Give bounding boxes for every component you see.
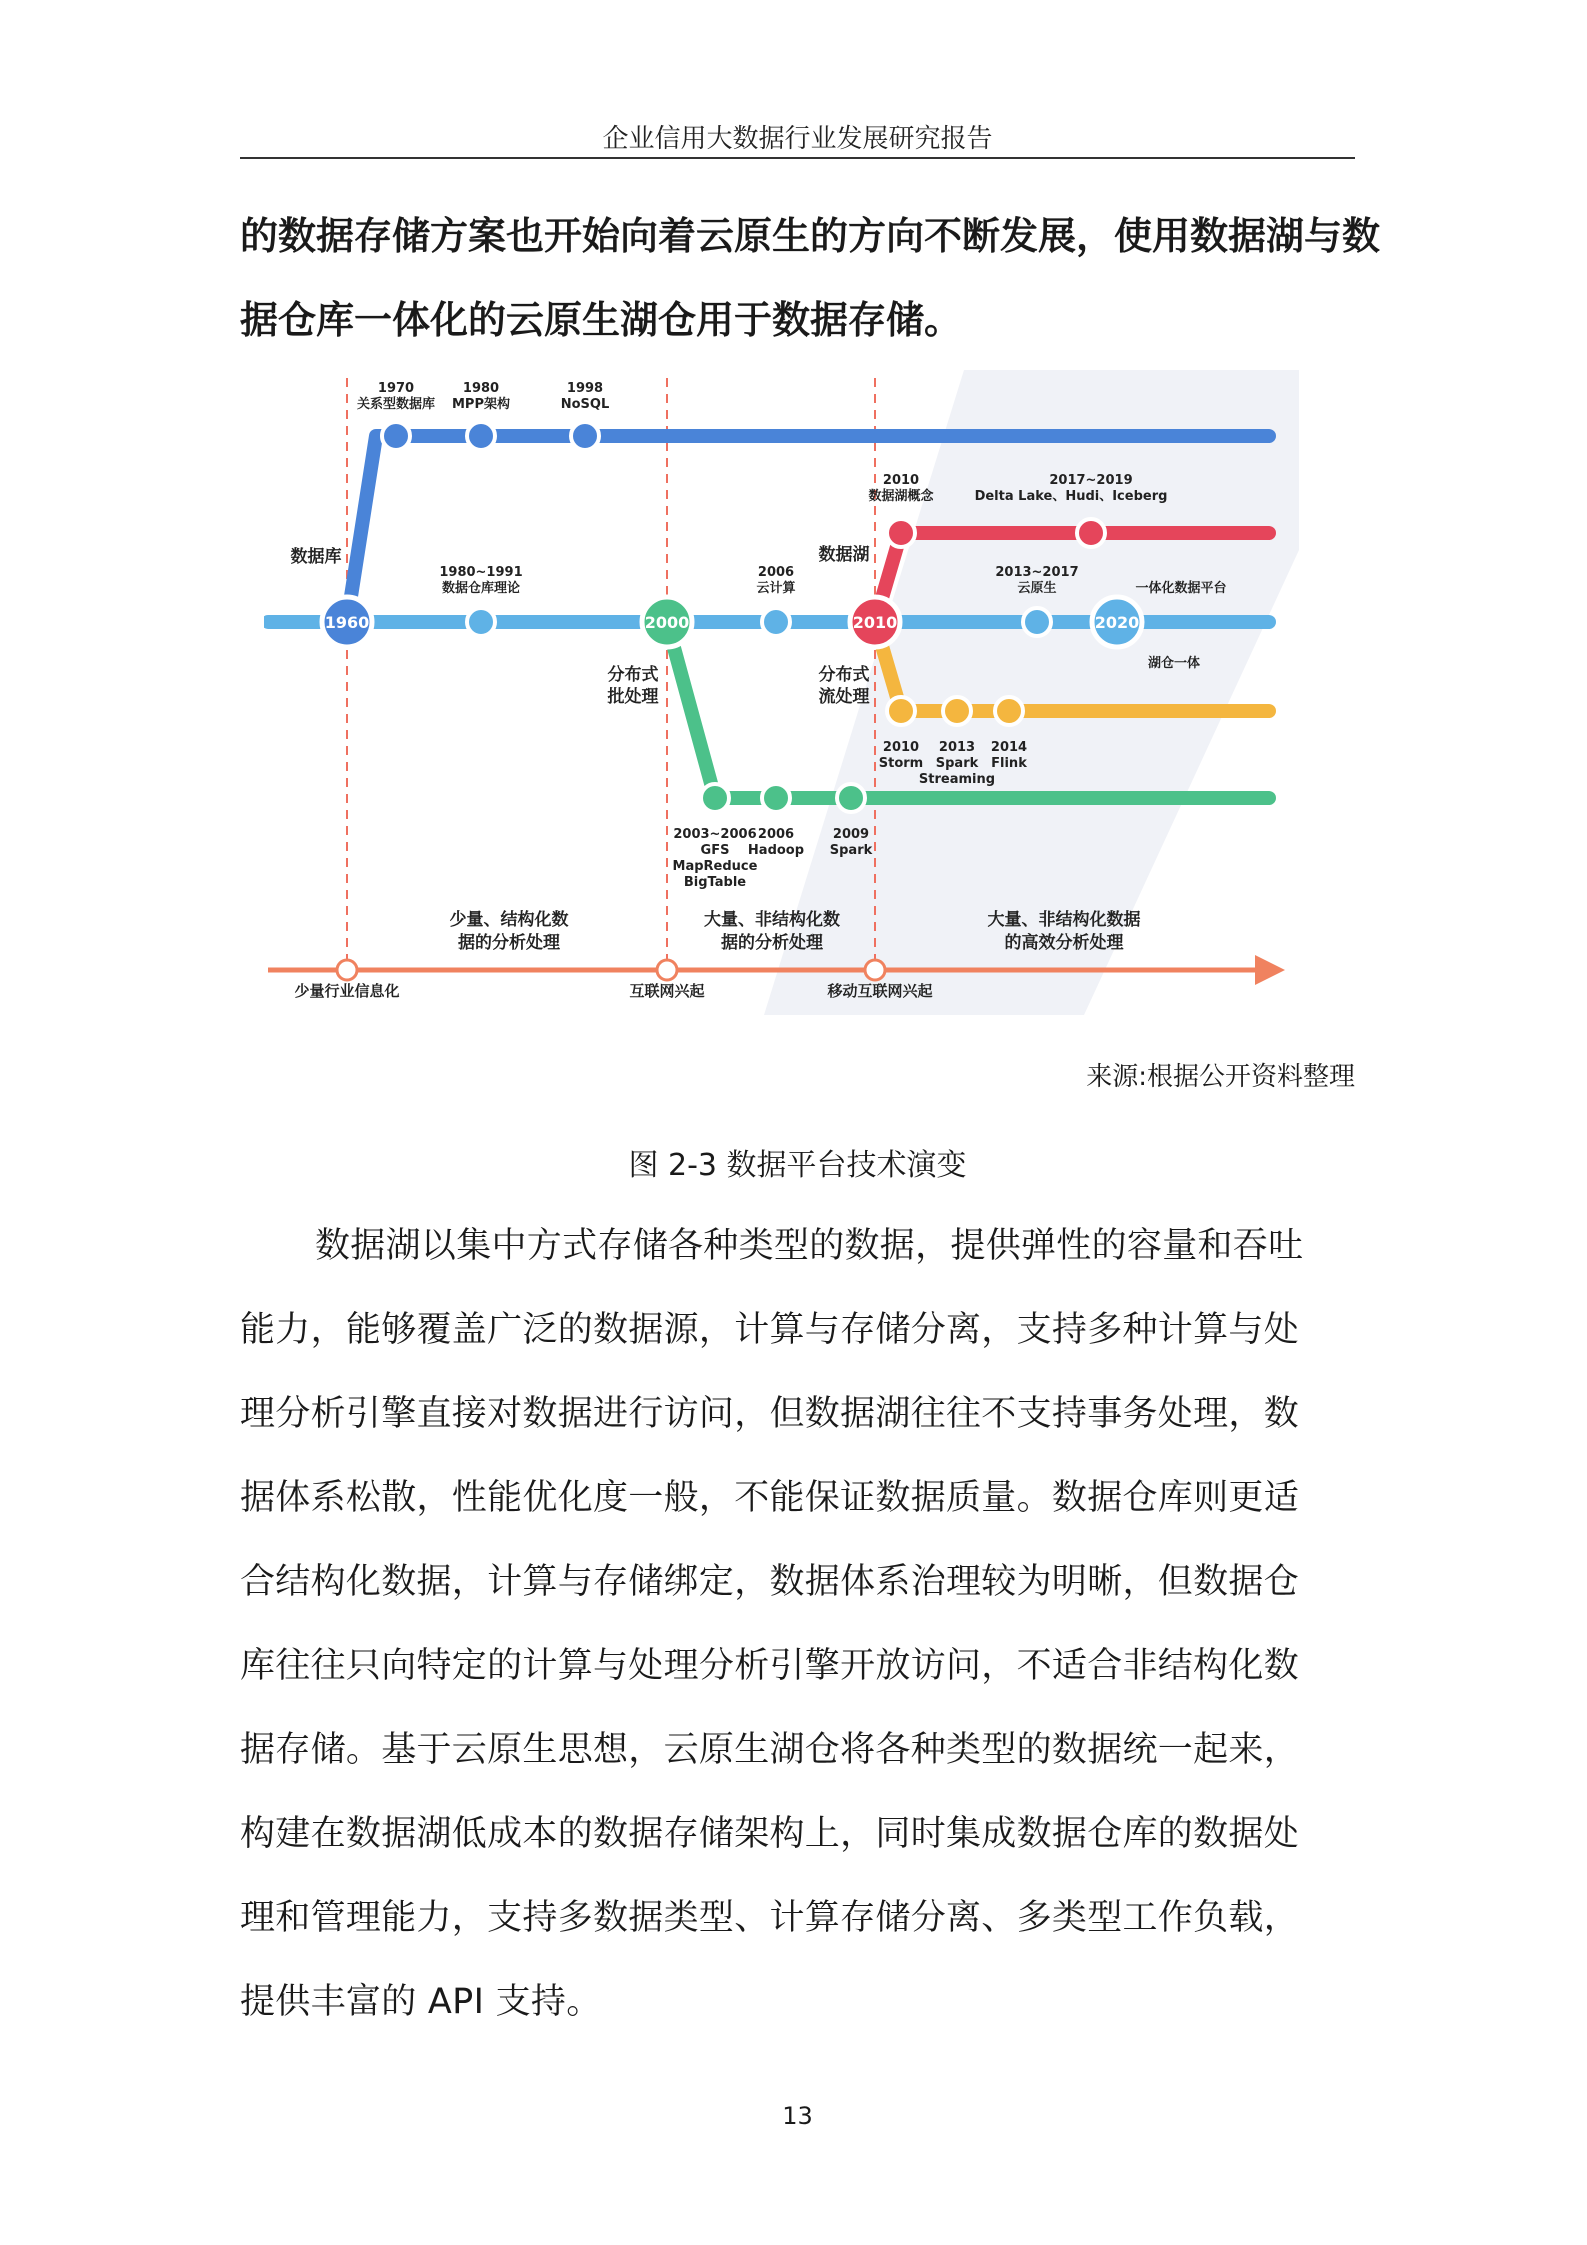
- node-1998: [571, 422, 599, 450]
- label-2017-year: 2017~2019: [1049, 473, 1133, 488]
- label-2010-lake-text: 数据湖概念: [868, 489, 934, 504]
- timeline-node-3: [865, 960, 885, 980]
- label-gfs-name: GFS: [700, 843, 730, 858]
- era-2-line-2: 据的分析处理: [721, 933, 823, 953]
- node-2010-lake: [887, 519, 915, 547]
- data-platform-evolution-figure: [264, 370, 1299, 1015]
- era-1-line-2: 据的分析处理: [458, 933, 560, 953]
- label-2006-cloud-text: 云计算: [756, 581, 796, 596]
- timeline-node-2: [657, 960, 677, 980]
- label-spark-streaming-name-2: Streaming: [918, 772, 996, 787]
- timeline-label-1: 少量行业信息化: [294, 982, 400, 1000]
- label-1980-1991-text: 数据仓库理论: [441, 581, 521, 596]
- label-lake: 数据湖: [818, 545, 870, 565]
- node-hadoop: [762, 784, 790, 812]
- label-2017-text: Delta Lake、Hudi、Iceberg: [974, 489, 1168, 504]
- label-storm-year: 2010: [882, 740, 920, 755]
- label-gfs-year: 2003~2006: [673, 827, 757, 842]
- node-2006-cloud: [762, 608, 790, 636]
- label-batch-1: 分布式: [607, 665, 659, 685]
- paragraph-line-7: 据存储。基于云原生思想，云原生湖仓将各种类型的数据统一起来，: [240, 1730, 1300, 1770]
- node-2013-cloudnative: [1023, 608, 1051, 636]
- page-number: 13: [782, 2102, 813, 2130]
- label-stream-2: 流处理: [818, 687, 870, 707]
- figure-source-note: 来源:根据公开资料整理: [1086, 1062, 1355, 1092]
- label-1998-text: NoSQL: [560, 397, 610, 412]
- label-spark-year: 2009: [832, 827, 870, 842]
- label-1980-1991-year: 1980~1991: [439, 565, 523, 580]
- label-storm-name: Storm: [878, 756, 924, 771]
- paragraph-line-9: 理和管理能力，支持多数据类型、计算存储分离、多类型工作负载，: [240, 1898, 1300, 1938]
- paragraph-line-5: 合结构化数据，计算与存储绑定，数据体系治理较为明晰，但数据仓: [240, 1562, 1300, 1602]
- label-unified-platform: 一体化数据平台: [1135, 581, 1227, 596]
- node-spark-streaming: [943, 697, 971, 725]
- year-label-1960: 1960: [324, 613, 370, 632]
- evolution-diagram: [264, 370, 1299, 1015]
- label-spark-streaming-year: 2013: [938, 740, 976, 755]
- timeline-label-3: 移动互联网兴起: [827, 982, 933, 1000]
- intro-line-2: 据仓库一体化的云原生湖仓用于数据存储。: [240, 298, 963, 342]
- timeline-labels: [294, 982, 932, 1000]
- era-3-line-2: 的高效分析处理: [1004, 933, 1124, 953]
- paragraph-line-2: 能力，能够覆盖广泛的数据源，计算与存储分离，支持多种计算与处: [240, 1310, 1300, 1350]
- report-header-title: 企业信用大数据行业发展研究报告: [602, 124, 993, 154]
- paragraph-line-1: 数据湖以集中方式存储各种类型的数据，提供弹性的容量和吞吐: [315, 1226, 1304, 1266]
- label-2013-year: 2013~2017: [995, 565, 1079, 580]
- label-1980-text: MPP架构: [452, 397, 510, 412]
- year-label-2000: 2000: [644, 613, 690, 632]
- paragraph-line-3: 理分析引擎直接对数据进行访问，但数据湖往往不支持事务处理，数: [240, 1394, 1300, 1434]
- node-1970: [382, 422, 410, 450]
- node-flink: [995, 697, 1023, 725]
- label-batch-2: 批处理: [607, 687, 659, 707]
- node-storm: [887, 697, 915, 725]
- era-1-line-1: 少量、结构化数: [449, 910, 569, 930]
- era-3-line-1: 大量、非结构化数据: [987, 910, 1141, 930]
- node-1980: [467, 422, 495, 450]
- label-1970-text: 关系型数据库: [356, 397, 436, 412]
- label-stream-1: 分布式: [818, 665, 870, 685]
- label-1970-year: 1970: [377, 381, 415, 396]
- timeline-node-1: [337, 960, 357, 980]
- label-2006-cloud-year: 2006: [757, 565, 795, 580]
- paragraph-line-6: 库往往只向特定的计算与处理分析引擎开放访问，不适合非结构化数: [240, 1646, 1300, 1686]
- label-2013-text: 云原生: [1017, 581, 1057, 596]
- label-bigtable-name: BigTable: [683, 875, 747, 890]
- paragraph-line-10: 提供丰富的 API 支持。: [240, 1982, 602, 2022]
- era-2-line-1: 大量、非结构化数: [704, 910, 840, 930]
- year-label-2010: 2010: [852, 613, 898, 632]
- label-hadoop-name: Hadoop: [747, 843, 805, 858]
- label-database: 数据库: [290, 547, 342, 567]
- label-mapreduce-name: MapReduce: [672, 859, 758, 874]
- timeline-label-2: 互联网兴起: [629, 982, 705, 1000]
- label-flink-name: Flink: [991, 756, 1027, 771]
- label-1998-year: 1998: [566, 381, 604, 396]
- label-flink-year: 2014: [990, 740, 1028, 755]
- figure-caption: 图 2-3 数据平台技术演变: [628, 1148, 967, 1183]
- label-spark-streaming-name: Spark: [935, 756, 979, 771]
- label-1980-year: 1980: [462, 381, 500, 396]
- node-spark: [837, 784, 865, 812]
- paragraph-line-8: 构建在数据湖低成本的数据存储架构上，同时集成数据仓库的数据处: [240, 1814, 1300, 1854]
- year-label-2020: 2020: [1094, 613, 1140, 632]
- header-divider: [240, 157, 1355, 159]
- label-spark-name: Spark: [829, 843, 873, 858]
- node-2017: [1077, 519, 1105, 547]
- label-2010-lake-year: 2010: [882, 473, 920, 488]
- node-gfs: [701, 784, 729, 812]
- intro-line-1: 的数据存储方案也开始向着云原生的方向不断发展，使用数据湖与数: [240, 214, 1381, 258]
- paragraph-line-4: 据体系松散，性能优化度一般，不能保证数据质量。数据仓库则更适: [240, 1478, 1300, 1518]
- label-hadoop-year: 2006: [757, 827, 795, 842]
- node-1980-1991: [467, 608, 495, 636]
- label-lakehouse: 湖仓一体: [1147, 656, 1201, 671]
